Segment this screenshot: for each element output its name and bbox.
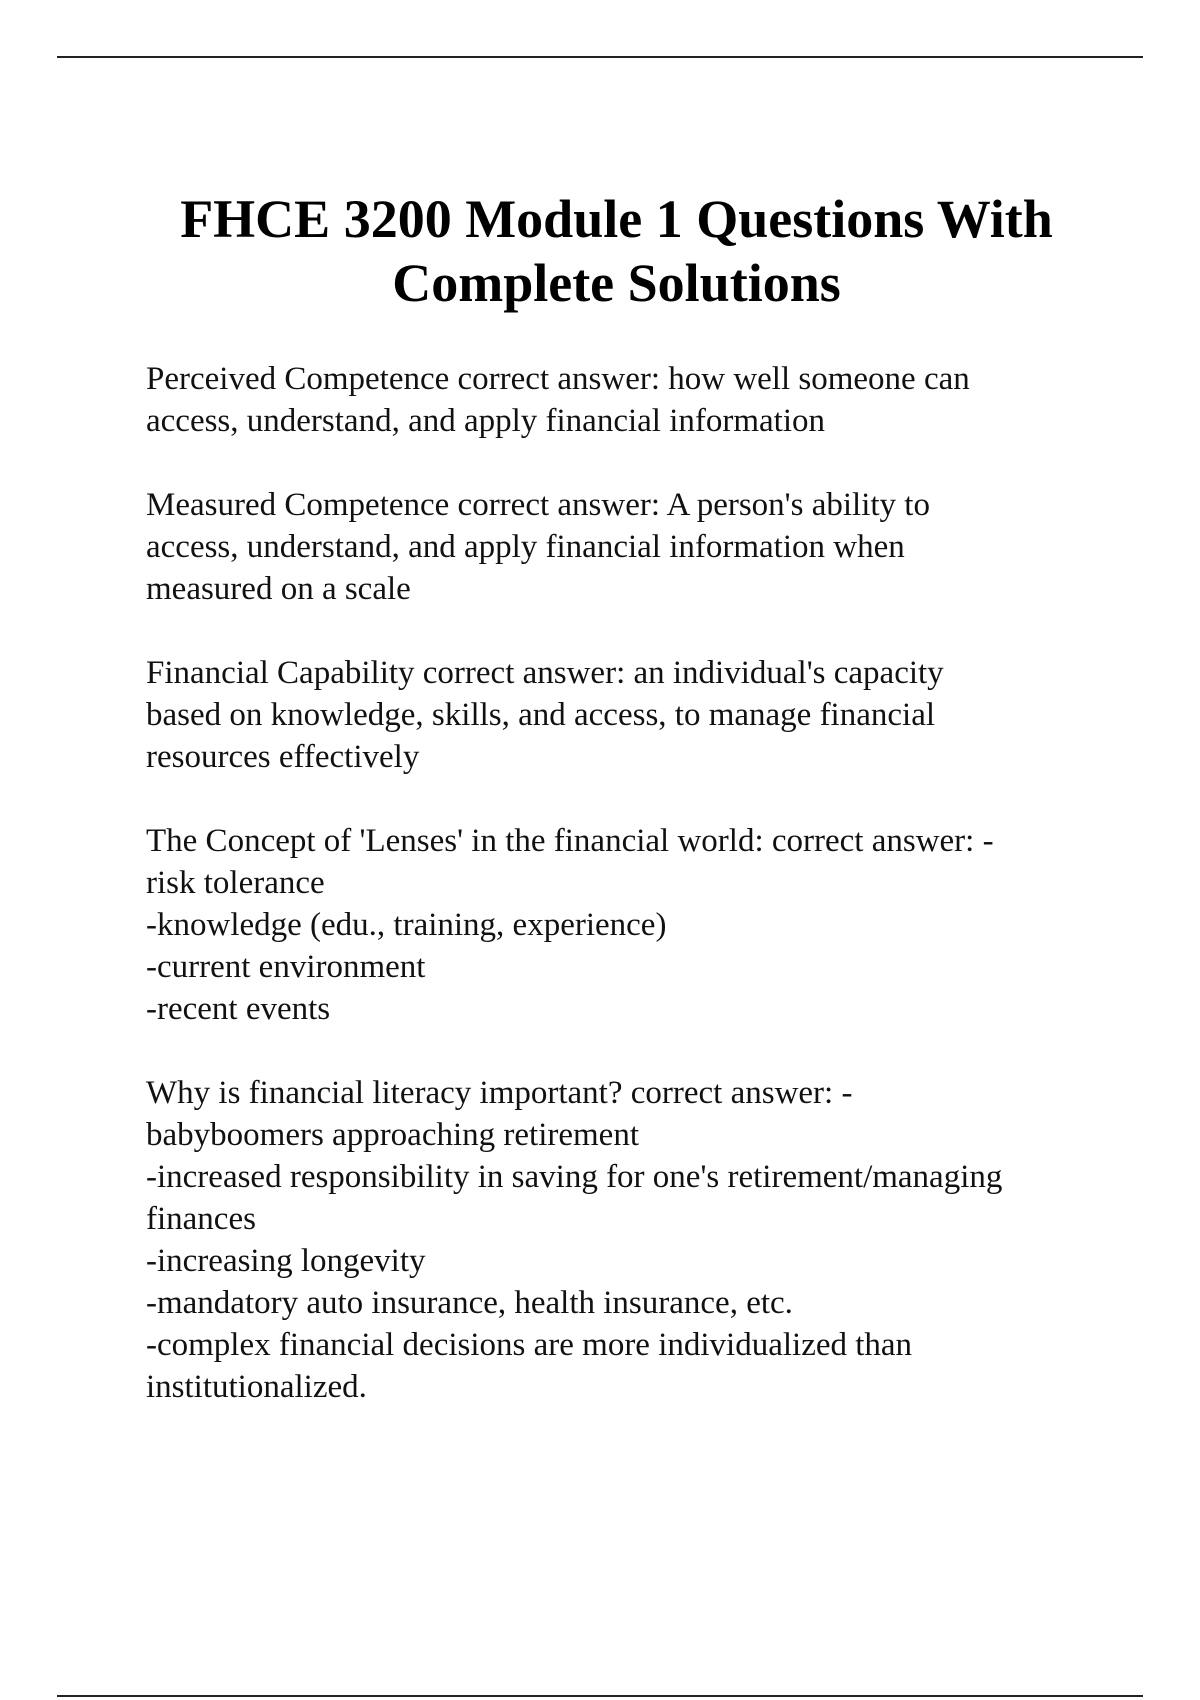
qa-line: institutionalized. — [146, 1369, 367, 1405]
qa-line: -mandatory auto insurance, health insurance, etc. — [146, 1285, 793, 1321]
qa-line: -increasing longevity — [146, 1243, 426, 1279]
qa-line: measured on a scale — [146, 571, 411, 607]
qa-line: -complex financial decisions are more individualized than — [146, 1327, 913, 1363]
qa-line: Why is financial literacy important? correct answer: - — [146, 1075, 853, 1111]
qa-line: Perceived Competence correct answer: how well someone can — [146, 361, 970, 397]
qa-line: Financial Capability correct answer: an individual's capacity — [146, 655, 944, 691]
qa-line: based on knowledge, skills, and access, to manage financial — [146, 697, 936, 733]
qa-line: -recent events — [146, 991, 331, 1027]
qa-list — [146, 358, 1106, 1450]
qa-line: -current environment — [146, 949, 426, 985]
qa-line: Measured Competence correct answer: A person's ability to — [146, 487, 930, 523]
qa-line: resources effectively — [146, 739, 420, 775]
qa-item-perceived-competence — [146, 358, 1106, 442]
qa-line: -knowledge (edu., training, experience) — [146, 907, 667, 943]
title-line: Complete Solutions — [392, 253, 841, 313]
qa-item-financial-literacy — [146, 1072, 1106, 1408]
qa-item-lenses — [146, 820, 1106, 1030]
qa-line: -increased responsibility in saving for one's retirement/managing — [146, 1159, 1003, 1195]
qa-line: risk tolerance — [146, 865, 325, 901]
footer-rule — [57, 1695, 1143, 1697]
qa-item-financial-capability — [146, 652, 1106, 778]
title-line: FHCE 3200 Module 1 Questions With — [180, 189, 1053, 249]
qa-line: babyboomers approaching retirement — [146, 1117, 639, 1153]
qa-item-measured-competence — [146, 484, 1106, 610]
header-rule — [57, 56, 1143, 58]
qa-line: finances — [146, 1201, 256, 1237]
qa-line: The Concept of 'Lenses' in the financial world: correct answer: - — [146, 823, 994, 859]
qa-line: access, understand, and apply financial information — [146, 403, 826, 439]
qa-line: access, understand, and apply financial information when — [146, 529, 905, 565]
document-title — [100, 187, 1133, 315]
